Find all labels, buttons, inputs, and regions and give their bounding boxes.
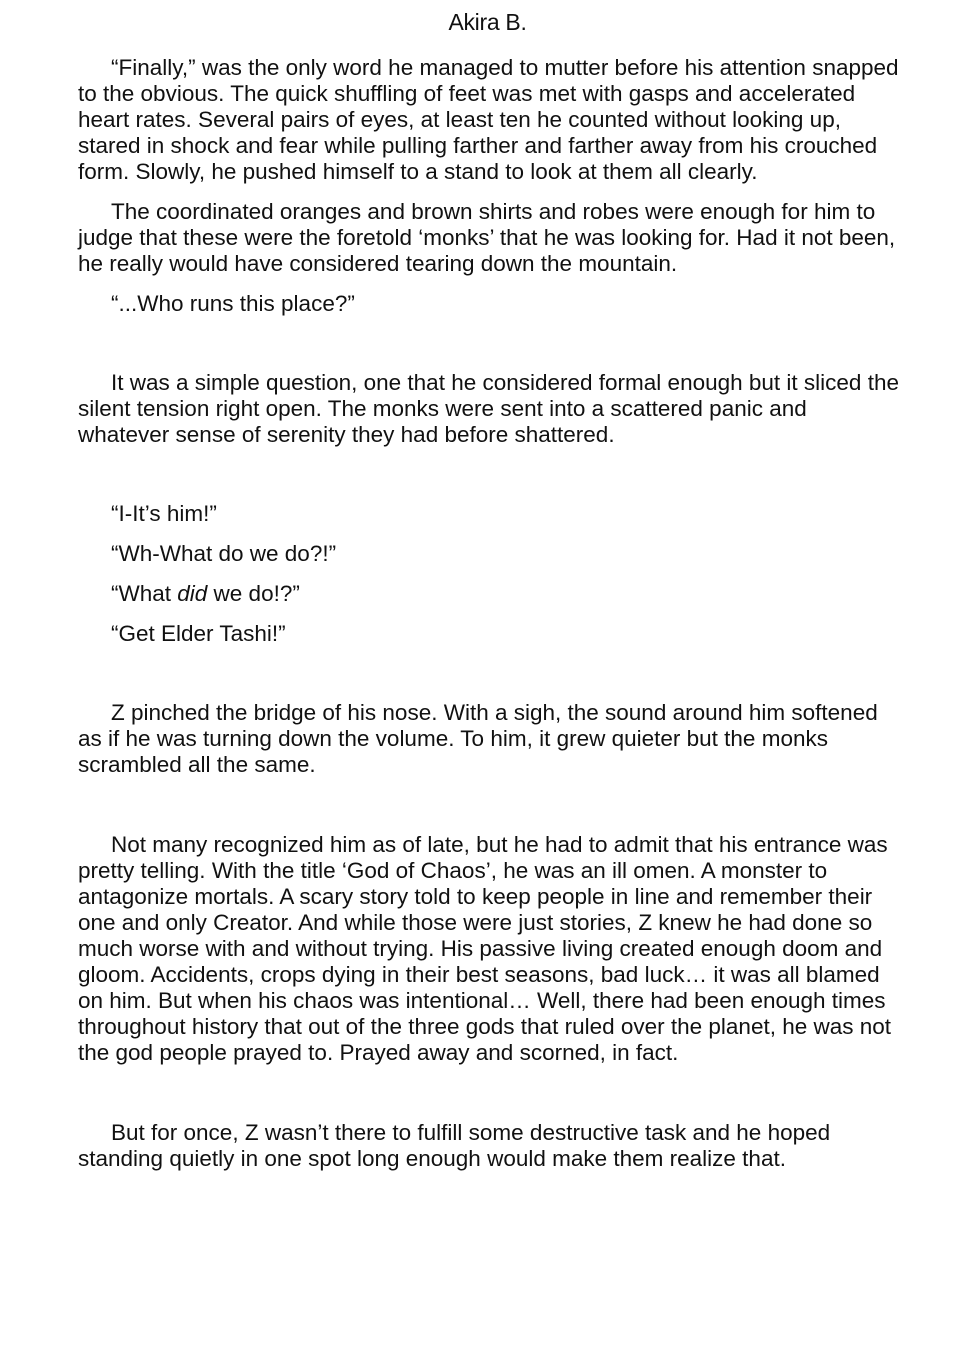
dialogue-part: “What [111,581,178,606]
paragraph-1: “Finally,” was the only word he managed to mutter before his attention snapped to the obvious. The quick shuffling of feet was met with gasps and accelerated heart rates. Several pairs of eyes, at least ten he counted without looking up, stared in shock and fear while pulling farther and farther away from his crouched form. Slowly, he pushed himself to a stand to look at them all clearly. [78,55,899,184]
paragraph-6: But for once, Z wasn’t there to fulfill some destructive task and he hoped standing quietly in one spot long enough would make them realize that. [78,1120,831,1171]
dialogue-what-did-we-do [78,581,904,607]
paragraph-5: Not many recognized him as of late, but he had to admit that his entrance was pretty telling. With the title ‘God of Chaos’, he was an ill omen. A monster to antagonize mortals. A scary story told to keep people in line and remember their one and only Creator. And while those were just stories, Z knew he had done so much worse with and without trying. His passive living created enough doom and gloom. Accidents, crops dying in their best seasons, bad luck… it was all blamed on him. But when his chaos was intentional… Well, there had been enough times throughout history that out of the three gods that ruled over the planet, he was not the god people prayed to. Prayed away and scorned, in fact. [78,832,892,1065]
paragraph-3: It was a simple question, one that he considered formal enough but it sliced the silent tension right open. The monks were sent into a scattered panic and whatever sense of serenity they had before shattered. [78,370,899,447]
paragraph-2: The coordinated oranges and brown shirts and robes were enough for him to judge that these were the foretold ‘monks’ that he was looking for. Had it not been, he really would have considered tearing down the mountain. [78,199,896,276]
dialogue-what-do-we-do: “Wh-What do we do?!” [111,541,337,566]
paragraph-4: Z pinched the bridge of his nose. With a sigh, the sound around him softened as if he was turning down the volume. To him, it grew quieter but the monks scrambled all the same. [78,700,878,777]
story-body [78,55,904,1186]
dialogue-get-elder: “Get Elder Tashi!” [111,621,286,646]
dialogue-part: we do!?” [207,581,300,606]
page-header-author: Akira B. [448,9,527,35]
dialogue-its-him: “I-It’s him!” [111,501,217,526]
dialogue-who-runs: “...Who runs this place?” [111,291,355,316]
dialogue-emphasis: did [177,581,208,606]
